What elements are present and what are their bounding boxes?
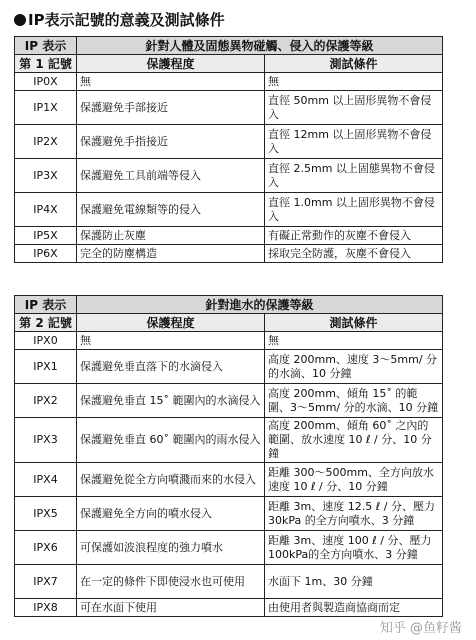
cell-degree: 保護避免電線類等的侵入	[77, 193, 265, 227]
header-digit-label: 第 1 記號	[15, 55, 77, 73]
header-ip-label: IP 表示	[15, 37, 77, 55]
cell-degree: 在一定的條件下即使浸水也可使用	[77, 565, 265, 599]
cell-code: IP1X	[15, 91, 77, 125]
table-row	[15, 497, 443, 531]
cell-code: IP4X	[15, 193, 77, 227]
table-row	[15, 159, 443, 193]
table-water-protection	[14, 295, 443, 617]
cell-degree: 保護防止灰塵	[77, 227, 265, 245]
cell-condition: 由使用者與製造商協商而定	[265, 599, 443, 617]
cell-code: IPX4	[15, 463, 77, 497]
table-header-row	[15, 37, 443, 55]
cell-condition: 水面下 1m、30 分鐘	[265, 565, 443, 599]
header-condition: 測試條件	[265, 55, 443, 73]
table-row	[15, 350, 443, 384]
cell-condition: 無	[265, 73, 443, 91]
table-header-row	[15, 296, 443, 314]
cell-condition: 有礙正常動作的灰塵不會侵入	[265, 227, 443, 245]
section-heading	[14, 8, 225, 32]
table-row	[15, 125, 443, 159]
cell-degree: 可保護如波浪程度的強力噴水	[77, 531, 265, 565]
cell-condition: 直徑 50mm 以上固形異物不會侵入	[265, 91, 443, 125]
cell-condition: 直徑 2.5mm 以上固態異物不會侵入	[265, 159, 443, 193]
header-ip-label: IP 表示	[15, 296, 77, 314]
header-degree: 保護程度	[77, 314, 265, 332]
table-row	[15, 91, 443, 125]
table-row	[15, 332, 443, 350]
cell-condition: 直徑 12mm 以上固形異物不會侵入	[265, 125, 443, 159]
table-row	[15, 599, 443, 617]
table-row	[15, 565, 443, 599]
table-row	[15, 227, 443, 245]
cell-degree: 保護避免垂直 60˚ 範圍內的雨水侵入	[77, 418, 265, 463]
bullet-icon	[14, 14, 26, 26]
cell-degree: 保護避免手部接近	[77, 91, 265, 125]
cell-code: IP6X	[15, 245, 77, 263]
cell-degree: 可在水面下使用	[77, 599, 265, 617]
cell-condition: 距離 300～500mm、全方向放水速度 10 ℓ / 分、10 分鐘	[265, 463, 443, 497]
cell-condition: 高度 200mm、速度 3～5mm/ 分的水滴、10 分鐘	[265, 350, 443, 384]
table-row	[15, 73, 443, 91]
cell-degree: 保護避免垂直 15˚ 範圍內的水滴侵入	[77, 384, 265, 418]
cell-condition: 直徑 1.0mm 以上固形異物不會侵入	[265, 193, 443, 227]
table-row	[15, 245, 443, 263]
table-row	[15, 531, 443, 565]
cell-code: IPX5	[15, 497, 77, 531]
cell-condition: 無	[265, 332, 443, 350]
cell-degree: 保護避免垂直落下的水滴侵入	[77, 350, 265, 384]
cell-code: IPX2	[15, 384, 77, 418]
cell-code: IPX1	[15, 350, 77, 384]
cell-code: IP0X	[15, 73, 77, 91]
cell-degree: 保護避免從全方向噴濺而來的水侵入	[77, 463, 265, 497]
cell-condition: 高度 200mm、傾角 60˚ 之內的範圍、放水速度 10 ℓ / 分、10 分鐘	[265, 418, 443, 463]
cell-degree: 無	[77, 332, 265, 350]
table-row	[15, 193, 443, 227]
cell-code: IPX7	[15, 565, 77, 599]
cell-degree: 保護避免工具前端等侵入	[77, 159, 265, 193]
header-group-title: 針對進水的保護等級	[77, 296, 443, 314]
header-condition: 測試條件	[265, 314, 443, 332]
table-row	[15, 418, 443, 463]
heading-text: IP表示記號的意義及測試條件	[28, 11, 225, 29]
cell-condition: 高度 200mm、傾角 15˚ 的範圍、3～5mm/ 分的水滴、10 分鐘	[265, 384, 443, 418]
header-group-title: 針對人體及固態異物碰觸、侵入的保護等級	[77, 37, 443, 55]
cell-code: IP3X	[15, 159, 77, 193]
cell-condition: 採取完全防護，灰塵不會侵入	[265, 245, 443, 263]
cell-condition: 距離 3m、速度 12.5 ℓ / 分、壓力 30kPa 的全方向噴水、3 分鐘	[265, 497, 443, 531]
cell-degree: 保護避免手指接近	[77, 125, 265, 159]
table-solid-protection	[14, 36, 443, 263]
table-subheader-row	[15, 314, 443, 332]
watermark: 知乎 @鱼籽酱	[379, 621, 462, 636]
cell-code: IP5X	[15, 227, 77, 245]
cell-code: IPX0	[15, 332, 77, 350]
cell-code: IPX8	[15, 599, 77, 617]
header-degree: 保護程度	[77, 55, 265, 73]
cell-code: IPX6	[15, 531, 77, 565]
cell-code: IP2X	[15, 125, 77, 159]
cell-code: IPX3	[15, 418, 77, 463]
table-row	[15, 384, 443, 418]
table-row	[15, 463, 443, 497]
cell-degree: 無	[77, 73, 265, 91]
header-digit-label: 第 2 記號	[15, 314, 77, 332]
table-subheader-row	[15, 55, 443, 73]
cell-degree: 完全的防塵構造	[77, 245, 265, 263]
cell-condition: 距離 3m、速度 100 ℓ / 分、壓力 100kPa的全方向噴水、3 分鐘	[265, 531, 443, 565]
cell-degree: 保護避免全方向的噴水侵入	[77, 497, 265, 531]
